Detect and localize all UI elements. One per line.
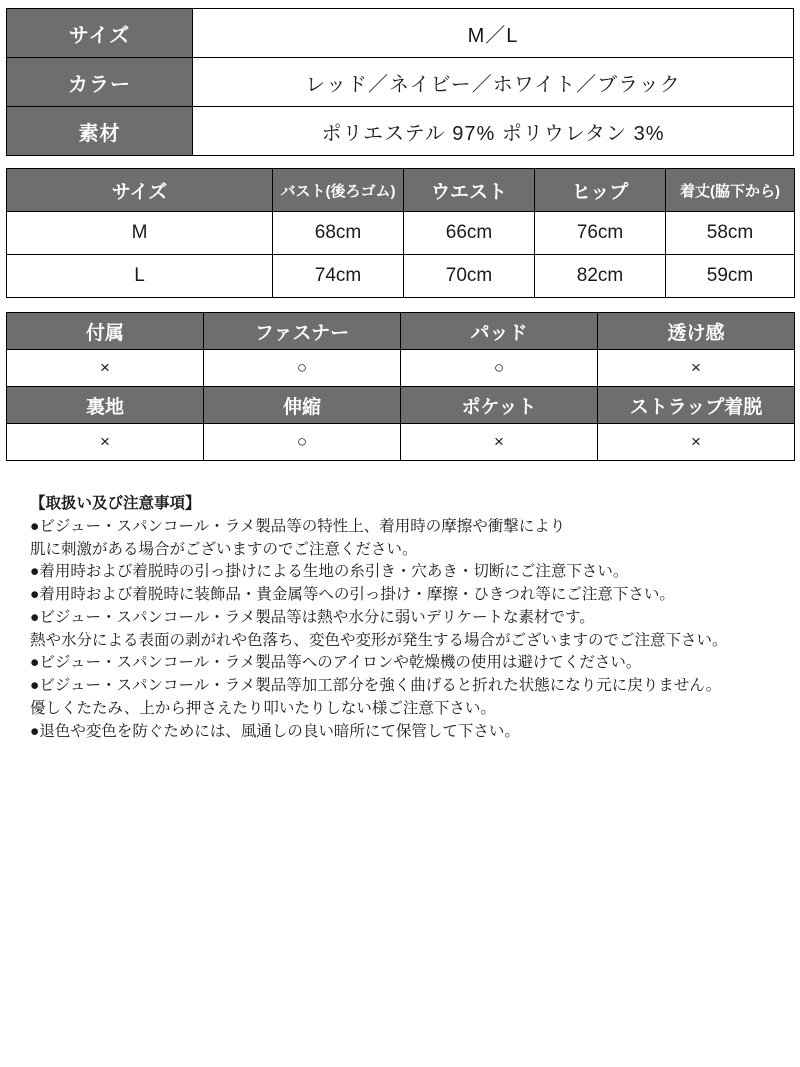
feature-head-strap-detach: ストラップ着脱 (598, 387, 795, 424)
column-header-bust: バスト(後ろゴム) (273, 169, 404, 212)
cell-bust-l: 74cm (273, 255, 404, 298)
feature-value-zipper: ○ (204, 350, 401, 387)
feature-head-lining: 裏地 (7, 387, 204, 424)
feature-value-lining: × (7, 424, 204, 461)
care-note-line: ●ビジュー・スパンコール・ラメ製品等は熱や水分に弱いデリケートな素材です。 (30, 608, 595, 626)
cell-hip-m: 76cm (535, 212, 666, 255)
care-note-line: ●ビジュー・スパンコール・ラメ製品等の特性上、着用時の摩擦や衝撃により (30, 517, 566, 535)
care-notes-title: 【取扱い及び注意事項】 (30, 495, 201, 512)
feature-value-sheerness: × (598, 350, 795, 387)
table-row (7, 9, 794, 58)
table-row (7, 255, 795, 298)
feature-head-pad: パッド (401, 313, 598, 350)
feature-value-pocket: × (401, 424, 598, 461)
table-row (7, 350, 795, 387)
feature-head-accessory: 付属 (7, 313, 204, 350)
cell-waist-l: 70cm (404, 255, 535, 298)
column-header-hip: ヒップ (535, 169, 666, 212)
care-note-line: 肌に刺激がある場合がございますのでご注意ください。 (30, 540, 418, 558)
measurement-table (6, 168, 795, 298)
care-notes (6, 481, 794, 744)
spec-value-material: ポリエステル 97% ポリウレタン 3% (193, 107, 794, 156)
spec-value-color: レッド／ネイビー／ホワイト／ブラック (193, 58, 794, 107)
spec-table (6, 8, 794, 156)
table-row (7, 107, 794, 156)
table-header-row (7, 169, 795, 212)
care-note-line: 優しくたたみ、上から押さえたり叩いたりしない様ご注意下さい。 (30, 700, 496, 718)
care-note-line: ●着用時および着脱時の引っ掛けによる生地の糸引き・穴あき・切断にご注意下さい。 (30, 563, 629, 581)
cell-waist-m: 66cm (404, 212, 535, 255)
column-header-waist: ウエスト (404, 169, 535, 212)
feature-head-sheerness: 透け感 (598, 313, 795, 350)
care-note-line: ●退色や変色を防ぐためには、風通しの良い暗所にて保管して下さい。 (30, 722, 520, 740)
feature-head-zipper: ファスナー (204, 313, 401, 350)
feature-value-pad: ○ (401, 350, 598, 387)
feature-head-stretch: 伸縮 (204, 387, 401, 424)
care-note-line: 熱や水分による表面の剥がれや色落ち、変色や変形が発生する場合がございますのでご注意下さい。 (30, 631, 728, 649)
cell-size-m: M (7, 212, 273, 255)
table-header-row (7, 387, 795, 424)
column-header-size: サイズ (7, 169, 273, 212)
column-header-length: 着丈(脇下から) (666, 169, 795, 212)
care-note-line: ●ビジュー・スパンコール・ラメ製品等へのアイロンや乾燥機の使用は避けてください。 (30, 654, 642, 672)
table-header-row (7, 313, 795, 350)
spec-label-size: サイズ (7, 9, 193, 58)
spec-label-material: 素材 (7, 107, 193, 156)
table-row (7, 58, 794, 107)
cell-length-m: 58cm (666, 212, 795, 255)
feature-value-strap-detach: × (598, 424, 795, 461)
feature-table (6, 312, 795, 461)
feature-value-accessory: × (7, 350, 204, 387)
cell-length-l: 59cm (666, 255, 795, 298)
cell-hip-l: 82cm (535, 255, 666, 298)
feature-head-pocket: ポケット (401, 387, 598, 424)
spec-label-color: カラー (7, 58, 193, 107)
cell-size-l: L (7, 255, 273, 298)
cell-bust-m: 68cm (273, 212, 404, 255)
feature-value-stretch: ○ (204, 424, 401, 461)
care-note-line: ●ビジュー・スパンコール・ラメ製品等加工部分を強く曲げると折れた状態になり元に戻りません。 (30, 677, 722, 695)
table-row (7, 212, 795, 255)
table-row (7, 424, 795, 461)
spec-value-size: M／L (193, 9, 794, 58)
care-note-line: ●着用時および着脱時に装飾品・貴金属等への引っ掛け・摩擦・ひきつれ等にご注意下さい。 (30, 586, 675, 604)
